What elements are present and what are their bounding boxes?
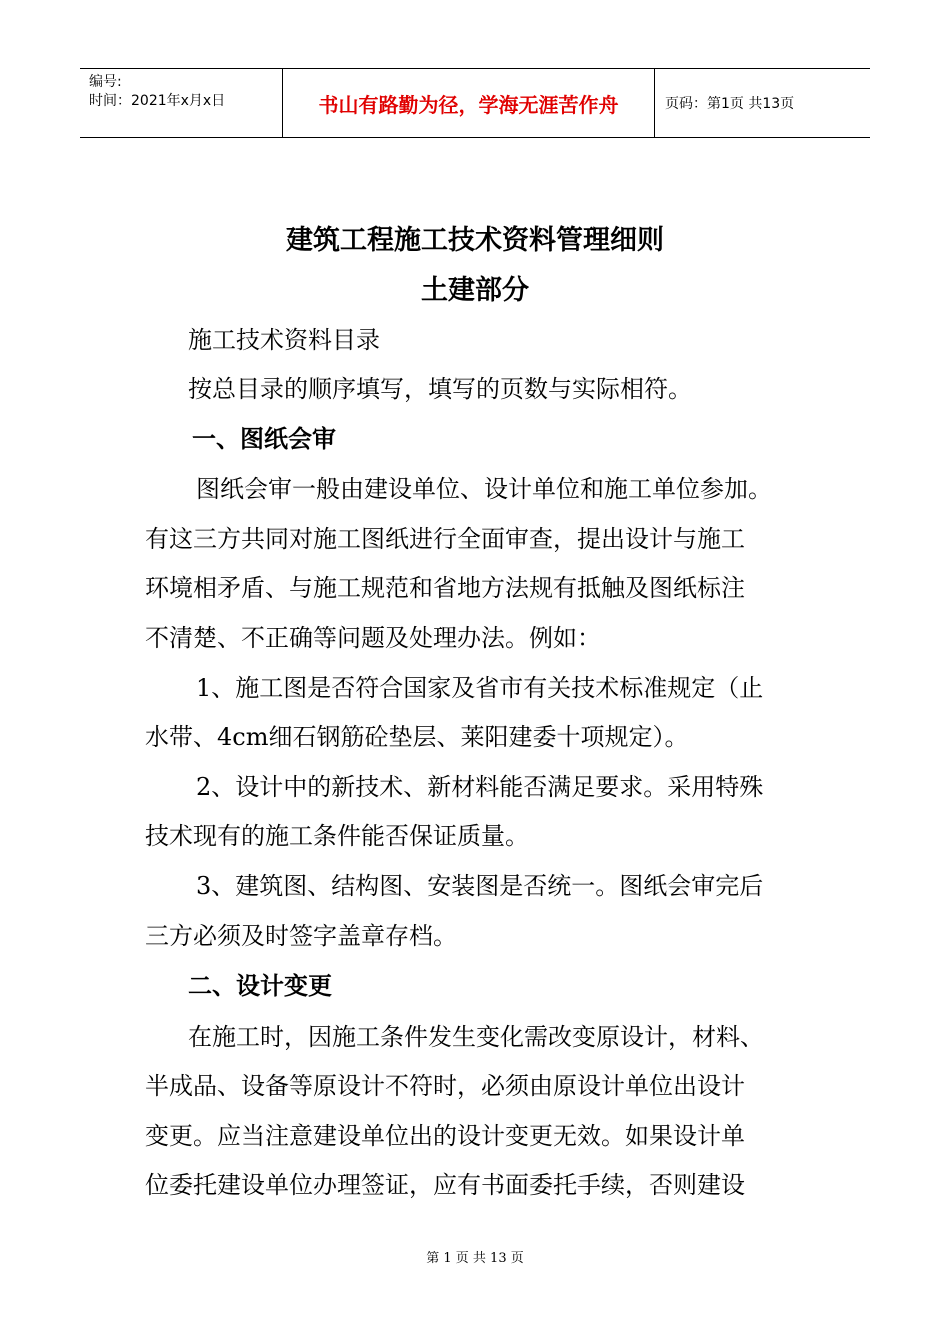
- section-heading: 一、图纸会审: [192, 425, 336, 453]
- body-line: 半成品、设备等原设计不符时，必须由原设计单位出设计: [145, 1072, 745, 1100]
- body-line: 水带、4cm细石钢筋砼垫层、莱阳建委十项规定）。: [145, 723, 689, 751]
- body-line: 有这三方共同对施工图纸进行全面审查，提出设计与施工: [145, 525, 745, 553]
- time-label: 时间：2021年x月x日: [89, 93, 226, 109]
- page-info: 页码：第1页 共13页: [665, 96, 795, 112]
- header-table: [80, 68, 870, 138]
- body-line: 位委托建设单位办理签证，应有书面委托手续，否则建设: [145, 1171, 745, 1199]
- number-label: 编号:: [89, 74, 122, 90]
- body-line: 按总目录的顺序填写，填写的页数与实际相符。: [188, 375, 692, 403]
- body-line: 三方必须及时签字盖章存档。: [145, 922, 457, 950]
- motto: 书山有路勤为径，学海无涯苦作舟: [283, 69, 655, 137]
- header-left-cell: [80, 69, 283, 137]
- body-line: 图纸会审一般由建设单位、设计单位和施工单位参加。: [196, 475, 772, 503]
- document-subtitle: 土建部分: [421, 275, 529, 306]
- body-line: 技术现有的施工条件能否保证质量。: [145, 822, 529, 850]
- section-heading: 二、设计变更: [188, 972, 332, 1000]
- document-title: 建筑工程施工技术资料管理细则: [286, 225, 664, 256]
- page-footer: 第 1 页 共 13 页: [426, 1251, 524, 1266]
- body-line: 变更。应当注意建设单位出的设计变更无效。如果设计单: [145, 1122, 745, 1150]
- body-line: 2、设计中的新技术、新材料能否满足要求。采用特殊: [196, 773, 764, 801]
- body-line: 在施工时，因施工条件发生变化需改变原设计，材料、: [188, 1023, 764, 1051]
- body-line: 环境相矛盾、与施工规范和省地方法规有抵触及图纸标注: [145, 574, 745, 602]
- body-line: 1、施工图是否符合国家及省市有关技术标准规定（止: [196, 674, 764, 702]
- body-line: 施工技术资料目录: [188, 326, 380, 354]
- body-line: 3、建筑图、结构图、安装图是否统一。图纸会审完后: [196, 872, 764, 900]
- body-line: 不清楚、不正确等问题及处理办法。例如：: [145, 624, 601, 652]
